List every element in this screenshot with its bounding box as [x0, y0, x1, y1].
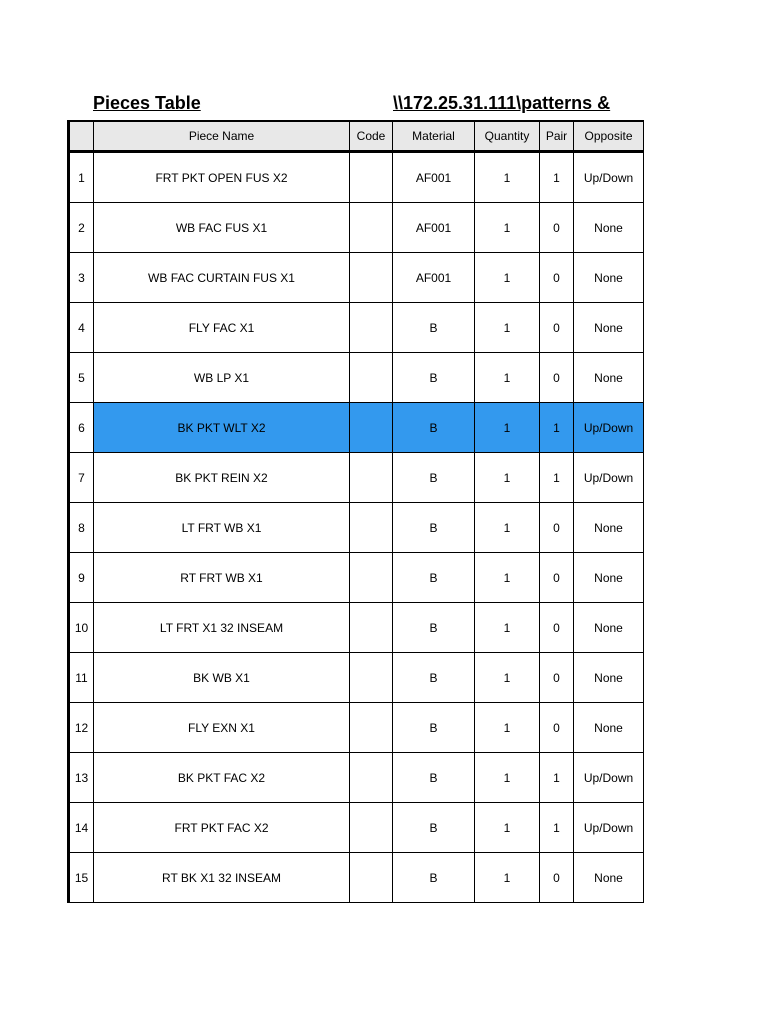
pieces-table: [67, 120, 644, 903]
quantity-cell[interactable]: 1: [475, 853, 540, 903]
opposite-cell[interactable]: None: [574, 203, 644, 253]
code-cell[interactable]: [350, 653, 393, 703]
material-cell[interactable]: B: [393, 453, 475, 503]
row-number-cell[interactable]: 6: [69, 403, 94, 453]
piece-name-cell[interactable]: RT BK X1 32 INSEAM: [94, 853, 350, 903]
quantity-cell[interactable]: 1: [475, 203, 540, 253]
piece-name-cell[interactable]: WB FAC CURTAIN FUS X1: [94, 253, 350, 303]
quantity-cell[interactable]: 1: [475, 453, 540, 503]
table-row[interactable]: [69, 853, 644, 903]
quantity-cell[interactable]: 1: [475, 403, 540, 453]
pair-cell[interactable]: 0: [540, 703, 574, 753]
table-row[interactable]: [69, 403, 644, 453]
code-cell[interactable]: [350, 503, 393, 553]
row-number-cell[interactable]: 11: [69, 653, 94, 703]
column-header-piece-name[interactable]: Piece Name: [94, 121, 350, 152]
opposite-cell[interactable]: None: [574, 853, 644, 903]
piece-name-cell[interactable]: WB FAC FUS X1: [94, 203, 350, 253]
code-cell[interactable]: [350, 353, 393, 403]
opposite-cell[interactable]: Up/Down: [574, 753, 644, 803]
material-cell[interactable]: B: [393, 653, 475, 703]
pair-cell[interactable]: 0: [540, 353, 574, 403]
pair-cell[interactable]: 0: [540, 603, 574, 653]
table-row[interactable]: [69, 803, 644, 853]
piece-name-cell[interactable]: WB LP X1: [94, 353, 350, 403]
table-row[interactable]: [69, 753, 644, 803]
piece-name-cell[interactable]: FRT PKT FAC X2: [94, 803, 350, 853]
table-row[interactable]: [69, 303, 644, 353]
opposite-cell[interactable]: None: [574, 703, 644, 753]
opposite-cell[interactable]: None: [574, 303, 644, 353]
row-number-cell[interactable]: 12: [69, 703, 94, 753]
code-cell[interactable]: [350, 453, 393, 503]
column-header-opposite[interactable]: Opposite: [574, 121, 644, 152]
code-cell[interactable]: [350, 803, 393, 853]
pair-cell[interactable]: 0: [540, 653, 574, 703]
piece-name-cell[interactable]: FLY FAC X1: [94, 303, 350, 353]
pair-cell[interactable]: 0: [540, 203, 574, 253]
pair-cell[interactable]: 1: [540, 453, 574, 503]
code-cell[interactable]: [350, 703, 393, 753]
pair-cell[interactable]: 1: [540, 152, 574, 203]
opposite-cell[interactable]: Up/Down: [574, 453, 644, 503]
quantity-cell[interactable]: 1: [475, 152, 540, 203]
code-cell[interactable]: [350, 303, 393, 353]
corner-cell: [69, 121, 94, 152]
row-number-cell[interactable]: 5: [69, 353, 94, 403]
pair-cell[interactable]: 1: [540, 803, 574, 853]
piece-name-cell[interactable]: RT FRT WB X1: [94, 553, 350, 603]
table-row[interactable]: [69, 453, 644, 503]
code-cell[interactable]: [350, 553, 393, 603]
row-number-cell[interactable]: 13: [69, 753, 94, 803]
material-cell[interactable]: B: [393, 603, 475, 653]
opposite-cell[interactable]: None: [574, 553, 644, 603]
piece-name-cell[interactable]: FLY EXN X1: [94, 703, 350, 753]
table-row[interactable]: [69, 553, 644, 603]
piece-name-cell[interactable]: BK PKT FAC X2: [94, 753, 350, 803]
pair-cell[interactable]: 1: [540, 403, 574, 453]
row-number-cell[interactable]: 15: [69, 853, 94, 903]
opposite-cell[interactable]: None: [574, 603, 644, 653]
piece-name-cell[interactable]: BK WB X1: [94, 653, 350, 703]
pair-cell[interactable]: 0: [540, 253, 574, 303]
table-row[interactable]: [69, 603, 644, 653]
row-number-cell[interactable]: 8: [69, 503, 94, 553]
quantity-cell[interactable]: 1: [475, 803, 540, 853]
pair-cell[interactable]: 1: [540, 753, 574, 803]
code-cell[interactable]: [350, 203, 393, 253]
opposite-cell[interactable]: None: [574, 653, 644, 703]
opposite-cell[interactable]: Up/Down: [574, 152, 644, 203]
pair-cell[interactable]: 0: [540, 553, 574, 603]
material-cell[interactable]: AF001: [393, 203, 475, 253]
material-cell[interactable]: AF001: [393, 152, 475, 203]
piece-name-cell[interactable]: BK PKT WLT X2: [94, 403, 350, 453]
row-number-cell[interactable]: 1: [69, 152, 94, 203]
material-cell[interactable]: AF001: [393, 253, 475, 303]
row-number-cell[interactable]: 14: [69, 803, 94, 853]
row-number-cell[interactable]: 10: [69, 603, 94, 653]
quantity-cell[interactable]: 1: [475, 753, 540, 803]
table-row[interactable]: [69, 203, 644, 253]
opposite-cell[interactable]: None: [574, 353, 644, 403]
code-cell[interactable]: [350, 603, 393, 653]
quantity-cell[interactable]: 1: [475, 653, 540, 703]
material-cell[interactable]: B: [393, 353, 475, 403]
row-number-cell[interactable]: 9: [69, 553, 94, 603]
quantity-cell[interactable]: 1: [475, 253, 540, 303]
row-number-cell[interactable]: 7: [69, 453, 94, 503]
pair-cell[interactable]: 0: [540, 853, 574, 903]
pair-cell[interactable]: 0: [540, 303, 574, 353]
table-row[interactable]: [69, 353, 644, 403]
row-number-cell[interactable]: 2: [69, 203, 94, 253]
material-cell[interactable]: B: [393, 753, 475, 803]
page-title: Pieces Table: [93, 93, 201, 113]
quantity-cell[interactable]: 1: [475, 353, 540, 403]
material-cell[interactable]: B: [393, 853, 475, 903]
column-header-pair[interactable]: Pair: [540, 121, 574, 152]
file-path: \\172.25.31.111\patterns &: [393, 93, 611, 113]
piece-name-cell[interactable]: LT FRT WB X1: [94, 503, 350, 553]
opposite-cell[interactable]: None: [574, 503, 644, 553]
opposite-cell[interactable]: None: [574, 253, 644, 303]
piece-name-cell[interactable]: FRT PKT OPEN FUS X2: [94, 152, 350, 203]
quantity-cell[interactable]: 1: [475, 703, 540, 753]
code-cell[interactable]: [350, 253, 393, 303]
material-cell[interactable]: B: [393, 503, 475, 553]
code-cell[interactable]: [350, 753, 393, 803]
quantity-cell[interactable]: 1: [475, 603, 540, 653]
table-row[interactable]: [69, 703, 644, 753]
piece-name-cell[interactable]: LT FRT X1 32 INSEAM: [94, 603, 350, 653]
opposite-cell[interactable]: Up/Down: [574, 803, 644, 853]
column-header-material[interactable]: Material: [393, 121, 475, 152]
row-number-cell[interactable]: 3: [69, 253, 94, 303]
table-row[interactable]: [69, 653, 644, 703]
material-cell[interactable]: B: [393, 803, 475, 853]
material-cell[interactable]: B: [393, 703, 475, 753]
opposite-cell[interactable]: Up/Down: [574, 403, 644, 453]
quantity-cell[interactable]: 1: [475, 303, 540, 353]
column-header-code[interactable]: Code: [350, 121, 393, 152]
quantity-cell[interactable]: 1: [475, 503, 540, 553]
material-cell[interactable]: B: [393, 553, 475, 603]
material-cell[interactable]: B: [393, 403, 475, 453]
code-cell[interactable]: [350, 152, 393, 203]
code-cell[interactable]: [350, 403, 393, 453]
table-row[interactable]: [69, 503, 644, 553]
table-row[interactable]: [69, 253, 644, 303]
material-cell[interactable]: B: [393, 303, 475, 353]
row-number-cell[interactable]: 4: [69, 303, 94, 353]
pair-cell[interactable]: 0: [540, 503, 574, 553]
code-cell[interactable]: [350, 853, 393, 903]
column-header-quantity[interactable]: Quantity: [475, 121, 540, 152]
quantity-cell[interactable]: 1: [475, 553, 540, 603]
piece-name-cell[interactable]: BK PKT REIN X2: [94, 453, 350, 503]
table-row[interactable]: [69, 152, 644, 203]
table-header-row: [69, 121, 644, 152]
